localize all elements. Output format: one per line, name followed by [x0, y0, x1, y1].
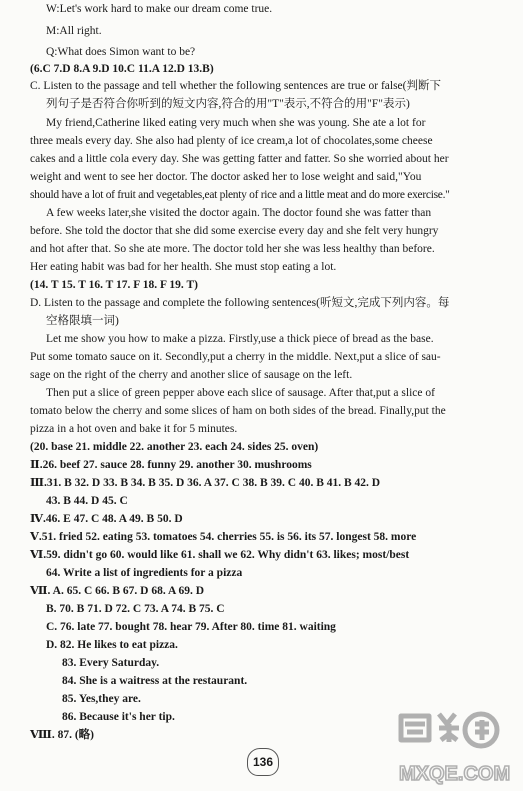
answers-part-6: Ⅵ.59. didn't go 60. would like 61. shall we 62. Why didn't 63. likes; most/best — [30, 549, 410, 561]
passage-c-line: Her eating habit was bad for her health. She must stop eating a lot. — [30, 261, 337, 273]
dialogue-line-w: W:Let's work hard to make our dream come true. — [46, 3, 273, 15]
section-d-heading-cont: 空格限填一词) — [46, 315, 119, 327]
answer-83: 83. Every Saturday. — [62, 657, 160, 669]
answers-part-2: Ⅱ.26. beef 27. sauce 28. funny 29. another 30. mushrooms — [30, 459, 312, 471]
watermark-logo — [395, 706, 521, 786]
answers-part-4: Ⅳ.46. E 47. C 48. A 49. B 50. D — [30, 513, 183, 525]
dialogue-line-m: M:All right. — [46, 25, 102, 37]
passage-c-line: three meals every day. She also had plenty of ice cream,a lot of chocolates,some cheese — [30, 135, 433, 147]
section-d-heading: D. Listen to the passage and complete the following sentences(听短文,完成下列内容。每 — [30, 297, 450, 309]
passage-c-line: before. She told the doctor that she did some exercise every day and she felt very hungry — [30, 225, 439, 237]
passage-d-line: pizza in a hot oven and bake it for 5 minutes. — [30, 423, 238, 435]
answers-part-7-d: D. 82. He likes to eat pizza. — [46, 639, 178, 651]
answers-14-19: (14. T 15. T 16. T 17. F 18. F 19. T) — [30, 279, 198, 291]
answer-86: 86. Because it's her tip. — [62, 711, 175, 723]
passage-d-line: Put some tomato sauce on it. Secondly,put a cherry in the middle. Next,put a slice of sau- — [30, 351, 441, 363]
section-c-heading-cont: 列句子是否符合你听到的短文内容,符合的用"T"表示,不符合的用"F"表示) — [46, 98, 410, 110]
answers-part-6-cont: 64. Write a list of ingredients for a pizza — [46, 567, 243, 579]
passage-c-line: A few weeks later,she visited the doctor again. The doctor found she was fatter than — [46, 207, 432, 219]
passage-c-line: cakes and a little cola every day. She was getting fatter and fatter. So she worried about her — [30, 153, 449, 165]
answers-part-7-c: C. 76. late 77. bought 78. hear 79. After 80. time 81. waiting — [46, 621, 336, 633]
answer-85: 85. Yes,they are. — [62, 693, 141, 705]
answers-part-5: Ⅴ.51. fried 52. eating 53. tomatoes 54. cherries 55. is 56. its 57. longest 58. more — [30, 531, 417, 543]
watermark-url: MXQE.COM — [399, 763, 511, 785]
passage-c-line: weight and went to see her doctor. The doctor asked her to lose weight and said,"You — [30, 171, 422, 183]
passage-d-line: Let me show you how to make a pizza. Firstly,use a thick piece of bread as the base. — [46, 333, 434, 345]
answers-part-7-b: B. 70. B 71. D 72. C 73. A 74. B 75. C — [46, 603, 225, 615]
answers-part-3: Ⅲ.31. B 32. D 33. B 34. B 35. D 36. A 37. C 38. B 39. C 40. B 41. B 42. D — [30, 477, 381, 489]
answers-part-8: Ⅷ. 87. (略) — [30, 729, 95, 741]
answer-84: 84. She is a waitress at the restaurant. — [62, 675, 248, 687]
question-line: Q:What does Simon want to be? — [46, 46, 196, 58]
answers-part-3-cont: 43. B 44. D 45. C — [46, 495, 128, 507]
answers-20-25: (20. base 21. middle 22. another 23. each 24. sides 25. oven) — [30, 441, 319, 453]
passage-c-line: and hot after that. So she ate more. The doctor told her she was less healthy than before. — [30, 243, 435, 255]
passage-c-line: My friend,Catherine liked eating very much when she was young. She ate a lot for — [46, 117, 426, 129]
passage-d-line: Then put a slice of green pepper above each slice of sausage. After that,put a slice of — [46, 387, 435, 399]
section-c-heading: C. Listen to the passage and tell whether the following sentences are true or false(判断下 — [30, 80, 441, 92]
answers-part-7-a: Ⅶ. A. 65. C 66. B 67. D 68. A 69. D — [30, 585, 205, 597]
passage-d-line: tomato below the cherry and some slices of ham on both sides of the bread. Finally,put the — [30, 405, 446, 417]
page-number: 136 — [247, 748, 279, 776]
passage-d-line: sage on the right of the cherry and another slice of sausage on the left. — [30, 369, 353, 381]
answers-6-13: (6.C 7.D 8.A 9.D 10.C 11.A 12.D 13.B) — [30, 63, 214, 75]
passage-c-line: should have a lot of fruit and vegetables,eat plenty of rice and a little meat and do more exercise." — [30, 189, 450, 201]
